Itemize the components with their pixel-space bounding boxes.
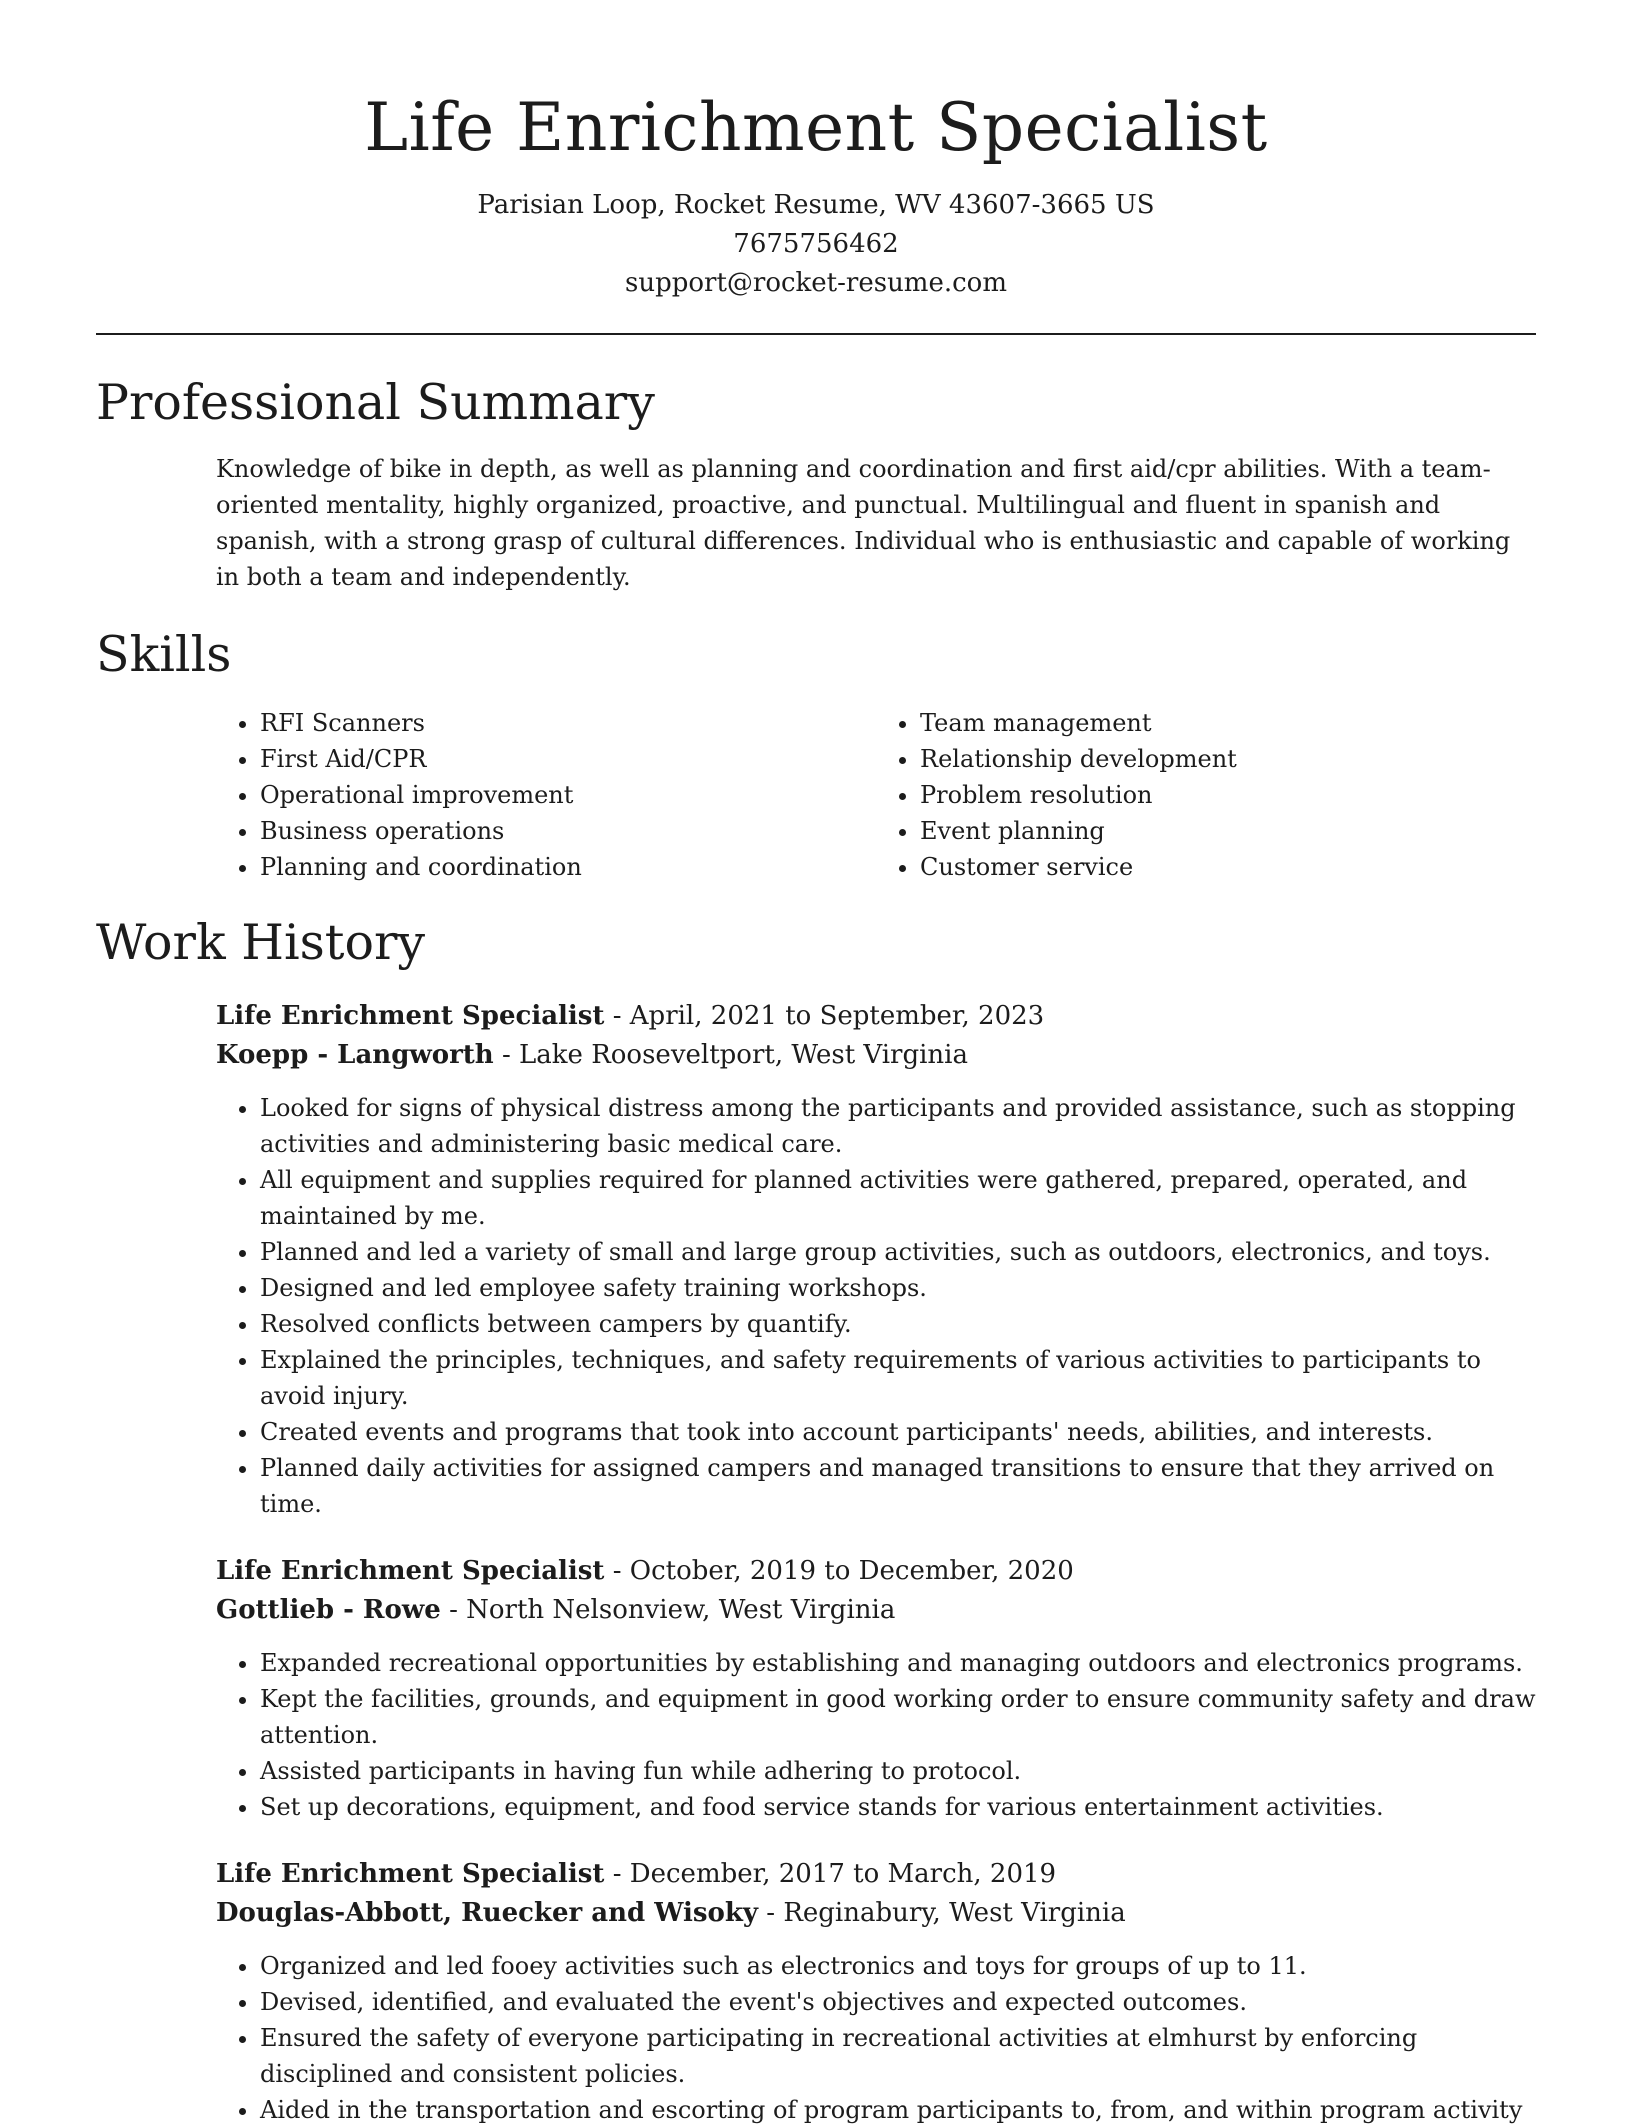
header-divider (96, 333, 1536, 335)
skill-item: • Event planning (920, 813, 1536, 849)
summary-heading: Professional Summary (96, 374, 655, 431)
job-dates: - April, 2021 to September, 2023 (604, 1001, 1045, 1031)
job-bullet: • Organized and led fooey activities such as electronics and toys for groups of up to 11. (260, 1948, 1536, 1984)
job-location: - North Nelsonview, West Virginia (440, 1595, 896, 1625)
job-role: Life Enrichment Specialist (216, 1001, 605, 1031)
job-bullets (216, 1645, 1536, 1825)
summary-text: Knowledge of bike in depth, as well as planning and coordination and first aid/cpr abilities. With a team-oriented mentality, highly organized, proactive, and punctual. Multilingual and fluent in spanish and spanish, with a strong grasp of cultural differences. Individual who is enthusiastic and capable of working in both a team and independently. (216, 455, 1511, 591)
job-location: - Lake Rooseveltport, West Virginia (493, 1040, 968, 1070)
job-bullet: • Looked for signs of physical distress among the participants and provided assistance, such as stopping activities and administering basic medical care. (260, 1090, 1536, 1162)
skills-column-right (876, 705, 1536, 885)
job-bullet: • Ensured the safety of everyone participating in recreational activities at elmhurst by enforcing disciplined and consistent policies. (260, 2020, 1536, 2092)
job-bullet: • Designed and led employee safety training workshops. (260, 1270, 1536, 1306)
job-entry (216, 1855, 1536, 2128)
work-history-heading: Work History (96, 914, 426, 971)
job-bullets (216, 1090, 1536, 1522)
contact-block (96, 186, 1536, 303)
skill-item: • Planning and coordination (260, 849, 876, 885)
skill-item: • Customer service (920, 849, 1536, 885)
job-dates: - December, 2017 to March, 2019 (604, 1859, 1057, 1889)
skill-item: • Problem resolution (920, 777, 1536, 813)
address-line: Parisian Loop, Rocket Resume, WV 43607-3665 US (477, 190, 1155, 220)
skill-item: • First Aid/CPR (260, 741, 876, 777)
job-company-line (216, 1036, 1536, 1075)
job-entry (216, 1552, 1536, 1825)
job-title-line (216, 1855, 1536, 1894)
job-bullet: • Created events and programs that took into account participants' needs, abilities, and interests. (260, 1414, 1536, 1450)
job-company-line (216, 1591, 1536, 1630)
job-bullet: • Devised, identified, and evaluated the event's objectives and expected outcomes. (260, 1984, 1536, 2020)
skills-heading: Skills (96, 626, 232, 683)
job-role: Life Enrichment Specialist (216, 1556, 605, 1586)
job-title-line (216, 1552, 1536, 1591)
job-bullet: • Set up decorations, equipment, and food service stands for various entertainment activities. (260, 1789, 1536, 1825)
email-address: support@rocket-resume.com (624, 268, 1007, 298)
job-bullet: • Planned and led a variety of small and large group activities, such as outdoors, electronics, and toys. (260, 1234, 1536, 1270)
job-company: Gottlieb - Rowe (216, 1595, 441, 1625)
job-bullet: • Aided in the transportation and escorting of program participants to, from, and within program activity (260, 2092, 1536, 2128)
job-role: Life Enrichment Specialist (216, 1859, 605, 1889)
skill-item: • RFI Scanners (260, 705, 876, 741)
skill-item: • Relationship development (920, 741, 1536, 777)
skill-item: • Operational improvement (260, 777, 876, 813)
job-dates: - October, 2019 to December, 2020 (604, 1556, 1074, 1586)
job-bullet: • Planned daily activities for assigned campers and managed transitions to ensure that they arrived on time. (260, 1450, 1536, 1522)
phone-number: 7675756462 (733, 229, 899, 259)
skill-item: • Business operations (260, 813, 876, 849)
job-company-line (216, 1894, 1536, 1933)
job-bullet: • Resolved conflicts between campers by quantify. (260, 1306, 1536, 1342)
job-title-line (216, 997, 1536, 1036)
job-company: Koepp - Langworth (216, 1040, 494, 1070)
skill-item: • Team management (920, 705, 1536, 741)
job-bullet: • Expanded recreational opportunities by establishing and managing outdoors and electronics programs. (260, 1645, 1536, 1681)
job-bullet: • Explained the principles, techniques, and safety requirements of various activities to participants to avoid injury. (260, 1342, 1536, 1414)
candidate-name: Life Enrichment Specialist (364, 89, 1268, 166)
job-bullet: • Kept the facilities, grounds, and equipment in good working order to ensure community safety and draw attention. (260, 1681, 1536, 1753)
resume-header (96, 0, 1536, 303)
job-bullet: • All equipment and supplies required for planned activities were gathered, prepared, operated, and maintained by me. (260, 1162, 1536, 1234)
job-bullet: • Assisted participants in having fun while adhering to protocol. (260, 1753, 1536, 1789)
skills-column-left (216, 705, 876, 885)
job-location: - Reginabury, West Virginia (758, 1898, 1126, 1928)
job-entry (216, 997, 1536, 1522)
skills-list (216, 705, 1536, 885)
job-bullets (216, 1948, 1536, 2128)
job-company: Douglas-Abbott, Ruecker and Wisoky (216, 1898, 759, 1928)
